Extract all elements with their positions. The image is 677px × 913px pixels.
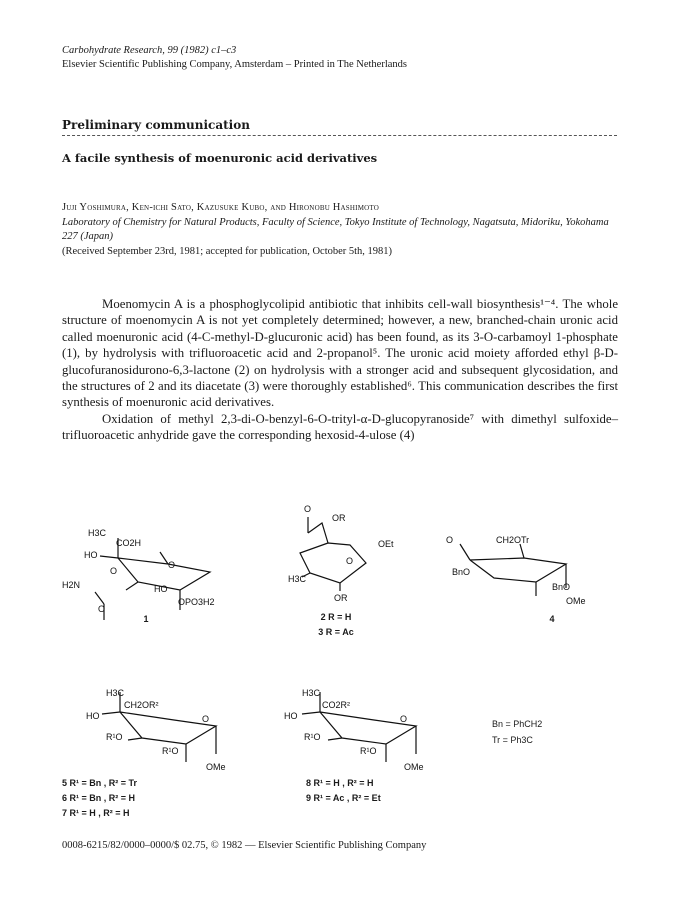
s5-group-2: HO (86, 711, 100, 721)
s5-group-6: OMe (206, 762, 226, 772)
s4-group-3: BnO (552, 582, 571, 592)
s6-label: 6 R¹ = Bn , R² = H (62, 793, 136, 803)
s5-group-0: H3C (106, 688, 125, 698)
s1-group-1: CO2H (116, 538, 142, 548)
article-body (62, 296, 618, 444)
s1-label: 1 (143, 614, 149, 624)
s1-group-7: O (98, 604, 106, 614)
section-heading: Preliminary communication (62, 118, 250, 132)
s3-label: 3 R = Ac (318, 627, 354, 637)
def-tr: Tr = Ph3C (492, 735, 533, 745)
s4-group-0: O (446, 535, 454, 545)
s2-group-0: O (304, 504, 312, 514)
journal-name: Carbohydrate Research (62, 45, 163, 56)
s1-group-8: OPO3H2 (178, 597, 215, 607)
s2-group-3: O (346, 556, 354, 566)
s1-group-6: HO (154, 584, 168, 594)
def-bn: Bn = PhCH2 (492, 719, 543, 729)
s1-group-4: O (110, 566, 118, 576)
s4-group-2: BnO (452, 567, 471, 577)
s8-group-0: H3C (302, 688, 321, 698)
s1-group-2: HO (84, 550, 98, 560)
affiliation: Laboratory of Chemistry for Natural Products, Faculty of Science, Tokyo Institute of Technology, Nagatsuta, Midoriku, Yokohama 227 (Japan) (62, 217, 609, 242)
s9-label: 9 R¹ = Ac , R² = Et (306, 793, 381, 803)
s8-group-1: CO2R² (322, 700, 351, 710)
publisher-line: Elsevier Scientific Publishing Company, Amsterdam – Printed in The Netherlands (62, 59, 407, 70)
s4-group-4: OMe (566, 596, 586, 606)
s8-label: 8 R¹ = H , R² = H (306, 778, 374, 788)
s8-group-3: O (400, 714, 408, 724)
s2-group-5: OR (334, 593, 348, 603)
s5-group-3: O (202, 714, 210, 724)
s7-label: 7 R¹ = H , R² = H (62, 808, 130, 818)
authors: Juji Yoshimura, Ken-ichi Sato, Kazusuke Kubo, and Hironobu Hashimoto (62, 202, 379, 213)
s2-group-2: OEt (378, 539, 394, 549)
s5-group-5: R¹O (162, 746, 179, 756)
s8-group-5: R¹O (360, 746, 377, 756)
citation: , 99 (1982) c1–c3 (162, 45, 237, 56)
s5-label: 5 R¹ = Bn , R² = Tr (62, 778, 138, 788)
s2-label: 2 R = H (320, 612, 352, 622)
s5-group-1: CH2OR² (124, 700, 159, 710)
paragraph-2: Oxidation of methyl 2,3-di-O-benzyl-6-O-trityl-α-D-glucopyranoside⁷ with dimethyl sulfoxide–trifluoroacetic anhydride gave the corresponding hexosid-4-ulose (4) (62, 411, 618, 443)
received-dates: (Received September 23rd, 1981; accepted for publication, October 5th, 1981) (62, 246, 393, 257)
article-title: A facile synthesis of moenuronic acid derivatives (62, 151, 378, 165)
paragraph-1: Moenomycin A is a phosphoglycolipid antibiotic that inhibits cell-wall biosynthesis¹⁻⁴. The whole structure of moenomycin A is not yet completely determined; however, a new, branched-chain uronic acid called moenuronic acid (4-C-methyl-D-glucuronic acid) has been found, as its 3-O-carbamoyl 1-phosphate (1), by hydrolysis with trifluoroacetic acid and 2-propanol⁵. The uronic acid moiety afforded ethyl β-D-glucofuranosidurono-6,3-lactone (2) on hydrolysis with a stronger acid and subsequent glycosidation, and the structures of 2 and its diacetate (3) were thoroughly established⁶. This communication describes the first synthesis of moenuronic acid derivatives. (62, 297, 618, 410)
s2-group-4: H3C (288, 574, 307, 584)
s2-group-1: OR (332, 513, 346, 523)
s5-group-4: R¹O (106, 732, 123, 742)
s1-group-5: H2N (62, 580, 81, 590)
s8-group-2: HO (284, 711, 298, 721)
journal-header (62, 44, 407, 72)
s8-group-6: OMe (404, 762, 424, 772)
s1-group-0: H3C (88, 528, 107, 538)
s4-label: 4 (549, 614, 555, 624)
s4-group-1: CH2OTr (496, 535, 530, 545)
s8-group-4: R¹O (304, 732, 321, 742)
s1-group-3: O (168, 560, 176, 570)
structure-5-drawing (80, 682, 240, 772)
divider (62, 135, 617, 136)
copyright-footer: 0008-6215/82/0000–0000/$ 02.75, © 1982 — Elsevier Scientific Publishing Company (62, 840, 427, 851)
